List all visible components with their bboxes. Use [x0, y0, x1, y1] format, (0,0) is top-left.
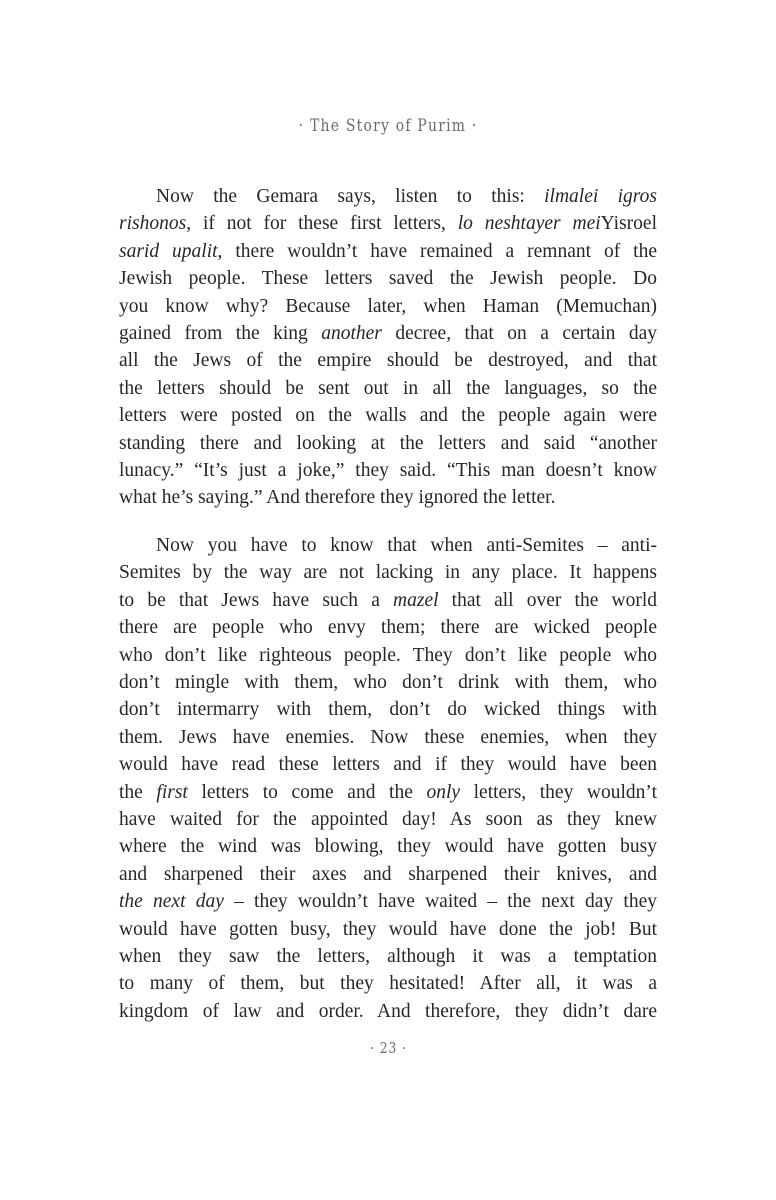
text-segment: them. Jews have enemies. Now these enemies, when they — [119, 726, 657, 748]
text-segment: don’t mingle with them, who don’t drink with them, who — [119, 671, 657, 693]
text-segment: would have read these letters and if they would have been — [119, 754, 657, 776]
text-segment: Now you have to know that when anti-Semites – anti- — [156, 534, 657, 556]
text-line — [119, 457, 657, 484]
text-segment: Now the Gemara says, listen to this: — [156, 186, 545, 207]
italic-text-segment: the next day — [119, 891, 224, 913]
running-header — [0, 116, 776, 136]
text-line — [119, 347, 657, 374]
text-line — [119, 779, 657, 806]
text-segment: letters to come and the — [187, 781, 427, 803]
text-line — [119, 669, 657, 696]
page-body-text — [119, 183, 657, 1025]
text-segment: that all over the world — [438, 589, 658, 611]
text-segment: decree, that on a certain day — [381, 323, 657, 345]
text-line — [119, 265, 657, 292]
running-header-title: · The Story of Purim · — [298, 116, 478, 136]
text-segment: there are people who envy them; there are wicked people — [119, 617, 657, 639]
italic-text-segment: another — [321, 323, 382, 345]
text-line — [119, 970, 657, 997]
text-segment: Jewish people. These letters saved the Jewish people. Do — [119, 268, 657, 290]
text-segment: when they saw the letters, although it was a temptation — [119, 945, 657, 967]
text-line — [119, 587, 657, 614]
text-line — [119, 861, 657, 888]
text-segment: letters, they wouldn’t — [460, 781, 657, 803]
text-segment: who don’t like righteous people. They don’t like people who — [119, 644, 657, 666]
italic-text-segment: only — [426, 781, 461, 803]
text-segment: the letters should be sent out in all the languages, so the — [119, 377, 657, 399]
text-segment: all the Jews of the empire should be destroyed, and that — [119, 350, 657, 372]
text-line — [119, 183, 657, 210]
italic-text-segment: first — [156, 781, 188, 803]
text-line — [119, 559, 657, 586]
text-segment: lunacy.” “It’s just a joke,” they said. “This man doesn’t know — [119, 460, 657, 482]
text-line — [119, 806, 657, 833]
page-footer — [0, 1040, 776, 1058]
text-segment: and sharpened their axes and sharpened their knives, and — [119, 863, 657, 885]
text-line — [119, 888, 657, 915]
text-line — [119, 320, 657, 347]
text-segment: – they wouldn’t have waited – the next day they — [223, 891, 657, 913]
text-line — [119, 402, 657, 429]
text-line — [119, 375, 657, 402]
text-line — [119, 614, 657, 641]
italic-text-segment: mazel — [393, 589, 439, 611]
text-segment: to be that Jews have such a — [119, 589, 394, 611]
text-line — [119, 998, 657, 1025]
text-segment: have waited for the appointed day! As soon as they knew — [119, 808, 657, 830]
text-line — [119, 833, 657, 860]
italic-text-segment: sarid upalit — [119, 240, 218, 262]
text-line — [119, 293, 657, 320]
text-segment: gained from the king — [119, 323, 322, 345]
text-segment: Yisroel — [600, 213, 657, 235]
text-segment: , there wouldn’t have remained a remnant of the — [217, 240, 657, 262]
text-line — [119, 943, 657, 970]
text-segment: what he’s saying.” And therefore they ignored the letter. — [119, 487, 556, 509]
italic-text-segment: lo neshtayer mei — [457, 213, 601, 235]
text-line — [119, 210, 657, 237]
text-segment: standing there and looking at the letters and said “another — [119, 432, 657, 454]
text-line — [119, 238, 657, 265]
text-segment: kingdom of law and order. And therefore, they didn’t dare — [119, 1000, 657, 1022]
text-line — [119, 724, 657, 751]
text-line — [119, 642, 657, 669]
text-line — [119, 532, 657, 559]
text-segment: you know why? Because later, when Haman (Memuchan) — [119, 295, 657, 317]
text-line — [119, 751, 657, 778]
text-line — [119, 696, 657, 723]
italic-text-segment: rishonos — [119, 213, 187, 235]
text-segment: where the wind was blowing, they would have gotten busy — [119, 836, 657, 858]
text-segment: to many of them, but they hesitated! After all, it was a — [119, 973, 657, 995]
text-line — [119, 484, 657, 511]
italic-text-segment: ilmalei igros — [544, 186, 657, 207]
page-number: · 23 · — [369, 1041, 407, 1057]
text-segment: letters were posted on the walls and the people again were — [119, 405, 657, 427]
text-segment: Semites by the way are not lacking in any place. It happens — [119, 562, 657, 584]
text-segment: would have gotten busy, they would have done the job! But — [119, 918, 657, 940]
text-line — [119, 430, 657, 457]
text-segment: the — [119, 781, 157, 803]
text-segment: , if not for these first letters, — [186, 213, 458, 235]
text-segment: don’t intermarry with them, don’t do wicked things with — [119, 699, 657, 721]
paragraph — [119, 183, 657, 512]
text-line — [119, 916, 657, 943]
paragraph — [119, 532, 657, 1025]
